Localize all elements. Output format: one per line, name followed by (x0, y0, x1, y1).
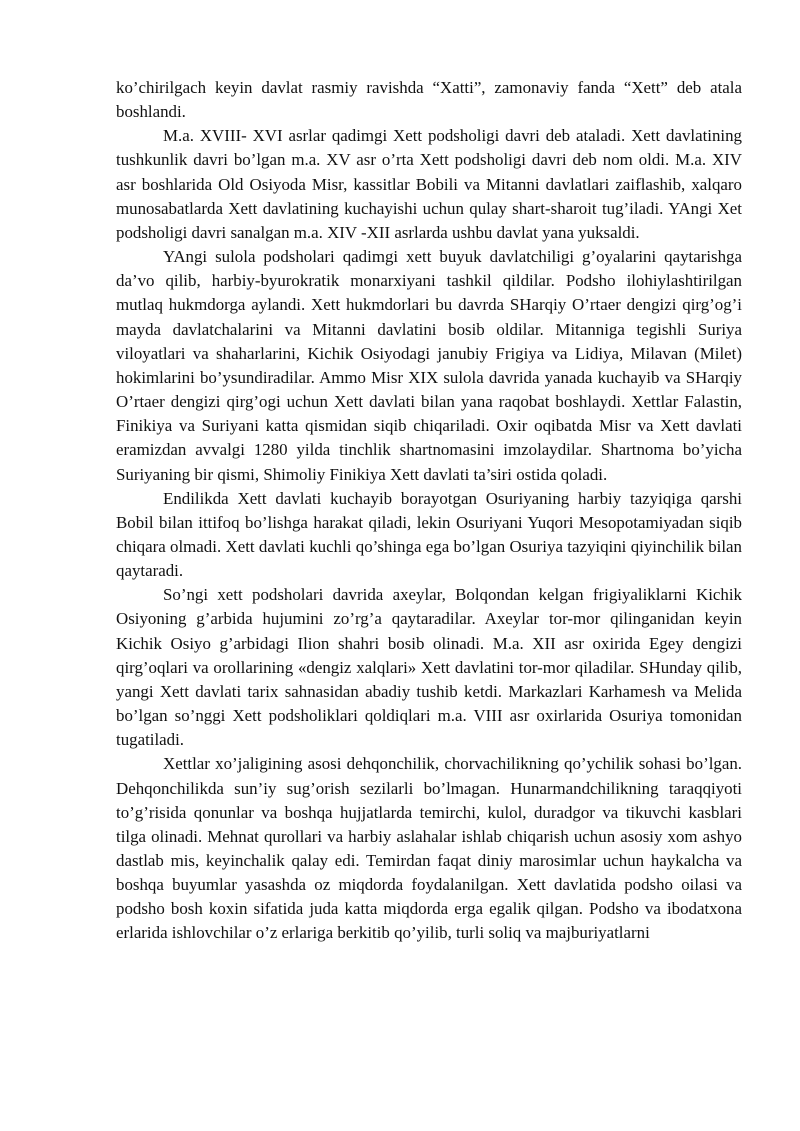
paragraph-continuation: ko’chirilgach keyin davlat rasmiy ravishda “Xatti”, zamonaviy fanda “Xett” deb atala boshlandi. (116, 78, 742, 122)
paragraph-last-kings: So’ngi xett podsholari davrida axeylar, Bolqondan kelgan frigiyaliklarni Kichik Osiyoning g’arbida hujumini zo’rg’a qaytaradilar. Axeylar tor-mor qilinganidan keyin Kichik Osiyo g’arbidagi Ilion shahri bosib olinadi. M.a. XII asr oxirida Egey dengizi qirg’oqlari va orollarining «dengiz xalqlari» Xett davlatini tor-mor qiladilar. SHunday qilib, yangi Xett davlati tarix sahnasidan abadiy tushib ketdi. Markazlari Karhamesh va Melida bo’lgan so’nggi Xett podsholiklari qoldiqlari m.a. VIII asr oxirlarida Osuriya tomonidan tugatiladi. (116, 585, 742, 750)
paragraph-early-kingdom: M.a. XVIII- XVI asrlar qadimgi Xett podsholigi davri deb ataladi. Xett davlatining tushkunlik davri bo’lgan m.a. XV asr o’rta Xett podsholigi davri deb nom oldi. M.a. XIV asr boshlarida Old Osiyoda Misr, kassitlar Bobili va Mitanni davlatlari zaiflashib, xalqaro munosabatlarda Xett davlatining kuchayishi uchun qulay shart-sharoit tug’iladi. YAngi Xet podsholigi davri sanalgan m.a. XIV -XII asrlarda ushbu davlat yana yuksaldi. (116, 126, 742, 242)
paragraph-economy: Xettlar xo’jaligining asosi dehqonchilik, chorvachilikning qo’ychilik sohasi bo’lgan. Dehqonchilikda sun’iy sug’orish sezilarli bo’lmagan. Hunarmandchilikning taraqqiyoti to’g’risida qonunlar va boshqa hujjatlarda temirchi, kulol, duradgor va tikuvchi kasblari tilga olinadi. Mehnat qurollari va harbiy aslahalar ishlab chiqarish uchun asosiy xom ashyo dastlab mis, keyinchalik qalay edi. Temirdan faqat diniy marosimlar uchun haykalcha va boshqa buyumlar yasashda oz miqdorda foydalanilgan. Xett davlatida podsho oilasi va podsho bosh koxin sifatida juda katta miqdorda erga egalik qilgan. Podsho va ibodatxona erlarida ishlovchilar o’z erlariga berkitib qo’yilib, turli soliq va majburiyatlarni (116, 754, 742, 943)
paragraph-new-dynasty: YAngi sulola podsholari qadimgi xett buyuk davlatchiligi g’oyalarini qaytarishga da’vo qilib, harbiy-byurokratik monarxiyani tashkil qildilar. Podsho ilohiylashtirilgan mutlaq hukmdorga aylandi. Xett hukmdorlari bu davrda SHarqiy O’rtaer dengizi qirg’og’i mayda davlatchalarini va Mitanni davlatini bosib oldilar. Mitanniga tegishli Suriya viloyatlari va shaharlarini, Kichik Osiyodagi janubiy Frigiya va Lidiya, Milavan (Milet) hokimlarini bo’ysundiradilar. Ammo Misr XIX sulola davrida yanada kuchayib va SHarqiy O’rtaer dengizi qirg’ogi uchun Xett davlati bilan yana raqobat boshlaydi. Xettlar Falastin, Finikiya va Suriyani katta qismidan siqib chiqariladi. Oxir oqibatda Misr va Xett davlati eramizdan avvalgi 1280 yilda tinchlik shartnomasini imzolaydilar. Shartnoma bo’yicha Suriyaning bir qismi, Shimoliy Finikiya Xett davlati ta’siri ostida qoladi. (116, 247, 742, 484)
document-page (116, 76, 742, 946)
paragraph-assyria-pressure: Endilikda Xett davlati kuchayib borayotgan Osuriyaning harbiy tazyiqiga qarshi Bobil bilan ittifoq bo’lishga harakat qiladi, lekin Osuriyani Yuqori Mesopotamiyadan siqib chiqara olmadi. Xett davlati kuchli qo’shinga ega bo’lgan Osuriya tazyiqini qiyinchilik bilan qaytaradi. (116, 488, 742, 581)
